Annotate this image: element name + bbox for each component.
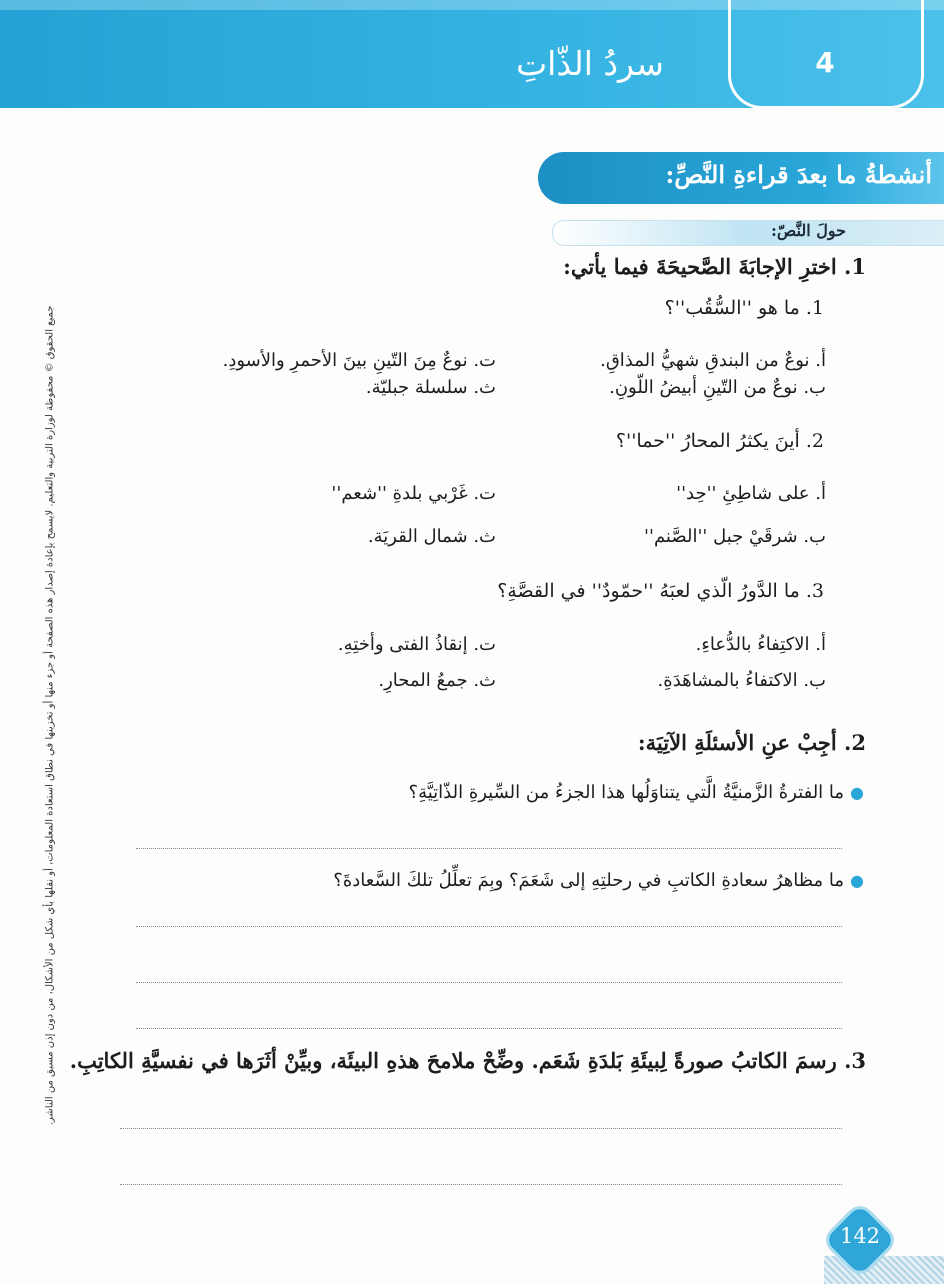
subsection-title: حولَ النَّصّ: (770, 221, 846, 240)
copyright-sidebar (30, 305, 60, 1126)
q2-option-b: ب. شرقَيْ جبل ''الصَّنم'' (644, 526, 826, 547)
q3-option-a: أ. الاكتِفاءُ بالدُّعاءِ. (695, 634, 826, 655)
q2-option-a: أ. على شاطِئِ ''حِد'' (676, 483, 826, 504)
answer-line[interactable] (136, 982, 842, 983)
answer-line[interactable] (136, 848, 842, 849)
section-title: أنشطةُ ما بعدَ قراءةِ النَّصِّ: (665, 160, 932, 189)
q1-option-b: ب. نوعٌ من التّينِ أبيضُ اللّونِ. (609, 377, 826, 398)
q2-option-t: ت. غَرْبي بلدةِ ''شعم'' (331, 483, 496, 504)
q2-option-th: ث. شمال القريَة. (367, 526, 496, 547)
exercise-2-question-2 (333, 870, 864, 891)
q3-option-t: ت. إنقاذُ الفتى وأختِهِ. (337, 634, 496, 655)
answer-line[interactable] (120, 1184, 842, 1185)
q3-option-b: ب. الاكتفاءُ بالمشاهَدَةِ. (657, 670, 826, 691)
unit-title: سردُ الذّاتِ (516, 44, 664, 83)
copyright-text: جميع الحقوق © محفوظة لوزارة التربية والتعليم. لايسمح بإعادة إصدار هذه الصفحة أو جزء منها أو تخزينها في نطاق استعادة المعلومات، أو نقلها بأي شكل من الأشكال، من دون إذن مسبق من الناشر. (44, 305, 56, 1126)
question-1-2: 2. أينَ يكثرُ المحارُ ''حما''؟ (615, 430, 824, 452)
q3-option-th: ث. جمعُ المحارِ. (378, 670, 496, 691)
exercise-2-question-1 (409, 782, 864, 803)
answer-line[interactable] (136, 1028, 842, 1029)
q1-option-th: ث. سلسلة جبليّة. (365, 377, 496, 398)
exercise-2-question-2-text: ما مظاهرُ سعادةِ الكاتبِ في رحلتِهِ إلى شَعَمَ؟ وبِمَ تعلِّلُ تلكَ السَّعادةَ؟ (333, 870, 845, 891)
exercise-2-question-1-text: ما الفترةُ الزَّمنيَّةُ الَّتي يتناوَلُها هذا الجزءُ من السِّيرةِ الذّاتِيَّةِ؟ (408, 782, 845, 803)
question-1-3: 3. ما الدَّورُ الّذي لعبَهُ ''حمّودٌ'' في القصَّةِ؟ (497, 580, 824, 602)
question-1-1: 1. ما هو ''السُّقُب''؟ (664, 297, 824, 319)
exercise-3-heading: 3. رسمَ الكاتبُ صورةً لِبيئَةِ بَلدَةِ شَعَم. وضِّحْ ملامحَ هذهِ البيئَة، وبيِّنْ أثَرَها في نفسيَّةِ الكاتِبِ. (69, 1048, 866, 1073)
exercise-2-heading: 2. أجِبْ عنِ الأسئلَةِ الآتِيَة: (637, 730, 866, 755)
unit-number: 4 (815, 46, 835, 79)
answer-line[interactable] (136, 926, 842, 927)
q1-option-t: ت. نوعٌ مِنَ التّينِ بينَ الأحمرِ والأسودِ. (222, 350, 496, 371)
page-number: 142 (839, 1224, 881, 1248)
answer-line[interactable] (120, 1128, 842, 1129)
exercise-1-heading: 1. اخترِ الإجابَةَ الصَّحيحَةَ فيما يأتي: (563, 254, 866, 279)
bullet-dot-icon: ● (850, 783, 864, 802)
q1-option-a: أ. نوعٌ من البندقِ شهيُّ المذاقِ. (600, 350, 826, 371)
bullet-dot-icon: ● (850, 871, 864, 890)
